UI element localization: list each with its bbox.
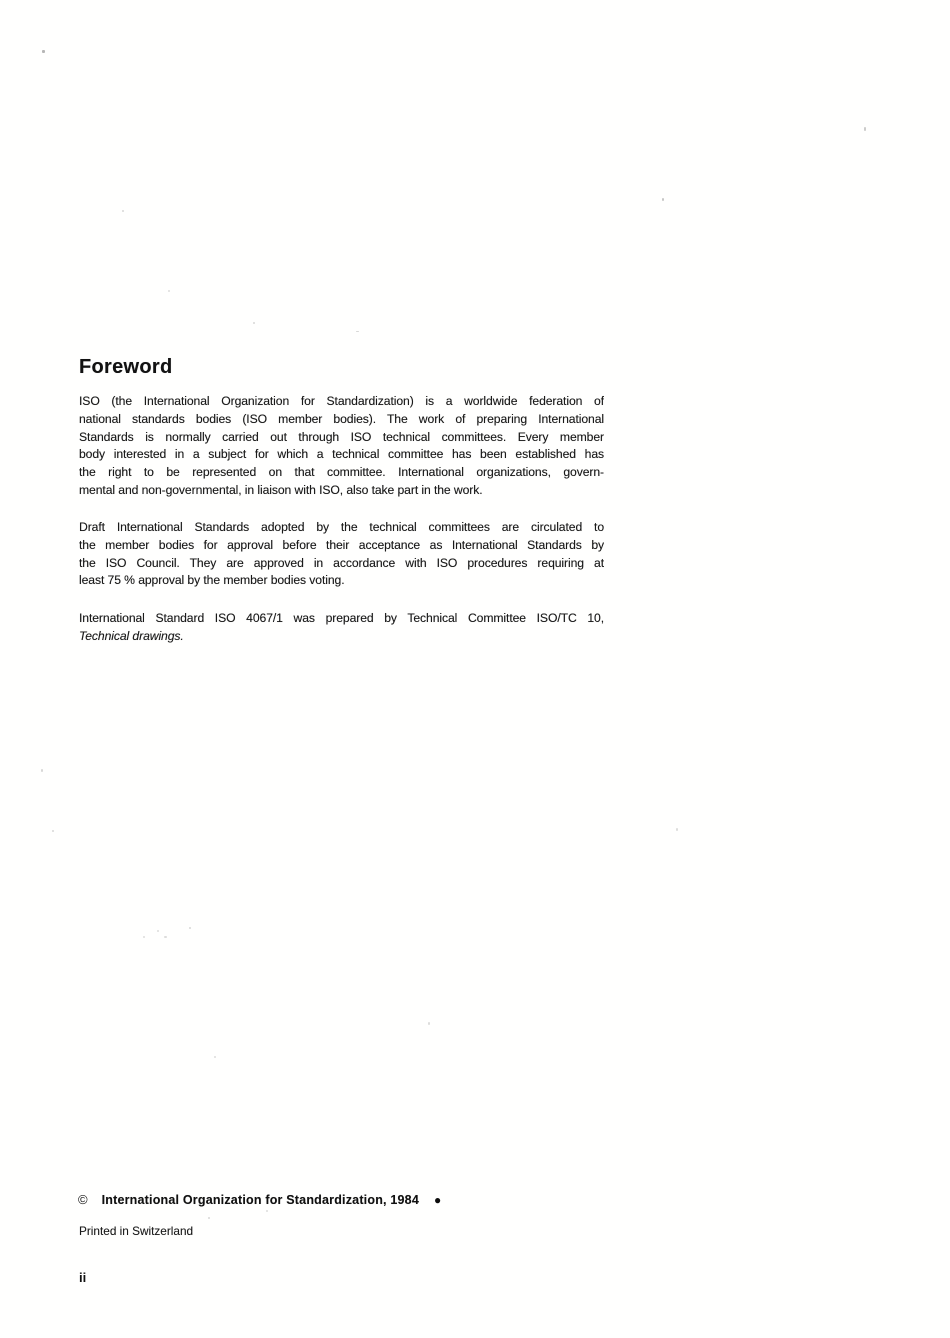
scan-speck	[164, 936, 167, 938]
bullet-marker: ●	[433, 1193, 442, 1207]
foreword-heading: Foreword	[79, 356, 173, 378]
scan-speck	[143, 936, 145, 938]
paragraph-line: Standards is normally carried out through ISO technical committees. Every member	[79, 429, 604, 444]
scan-speck	[676, 828, 678, 831]
scan-speck	[428, 1022, 430, 1025]
paragraph-draft-standards	[79, 519, 604, 590]
scan-speck	[356, 331, 359, 332]
scan-speck	[266, 1210, 268, 1212]
scan-speck	[214, 1056, 216, 1058]
paragraph-line: Draft International Standards adopted by the technical committees are circulated to	[79, 520, 604, 534]
scan-speck	[42, 50, 45, 53]
paragraph-line: the right to be represented on that committee. International organizations, govern-	[79, 465, 604, 480]
copyright-symbol: ©	[78, 1192, 88, 1207]
paragraph-line: least 75 % approval by the member bodies voting.	[79, 573, 345, 588]
paragraph-line: mental and non-governmental, in liaison with ISO, also take part in the work.	[79, 482, 483, 497]
paragraph-line: body interested in a subject for which a technical committee has been established has	[79, 447, 604, 462]
scan-speck	[168, 290, 170, 292]
scan-speck	[864, 127, 866, 131]
paragraph-line-italic: Technical drawings.	[79, 628, 184, 643]
scan-speck	[253, 322, 255, 324]
page-number: ii	[79, 1270, 87, 1285]
copyright-text: International Organization for Standardization, 1984	[101, 1193, 419, 1207]
scan-speck	[157, 930, 159, 932]
paragraph-iso-federation	[79, 393, 604, 500]
printed-in-note: Printed in Switzerland	[79, 1224, 194, 1238]
scan-speck	[122, 210, 124, 212]
scan-speck	[662, 198, 664, 201]
paragraph-committee-credit	[79, 610, 604, 646]
paragraph-line: the ISO Council. They are approved in accordance with ISO procedures requiring at	[79, 555, 604, 570]
scan-speck	[52, 830, 54, 832]
scan-speck	[41, 769, 43, 772]
paragraph-line: ISO (the International Organization for Standardization) is a worldwide federation of	[79, 394, 604, 408]
paragraph-line: the member bodies for approval before their acceptance as International Standards by	[79, 537, 604, 552]
paragraph-line: International Standard ISO 4067/1 was prepared by Technical Committee ISO/TC 10,	[79, 611, 604, 625]
scan-speck	[189, 927, 191, 929]
scan-speck	[208, 1217, 210, 1219]
copyright-line	[78, 1192, 441, 1208]
paragraph-line: national standards bodies (ISO member bodies). The work of preparing International	[79, 411, 604, 426]
